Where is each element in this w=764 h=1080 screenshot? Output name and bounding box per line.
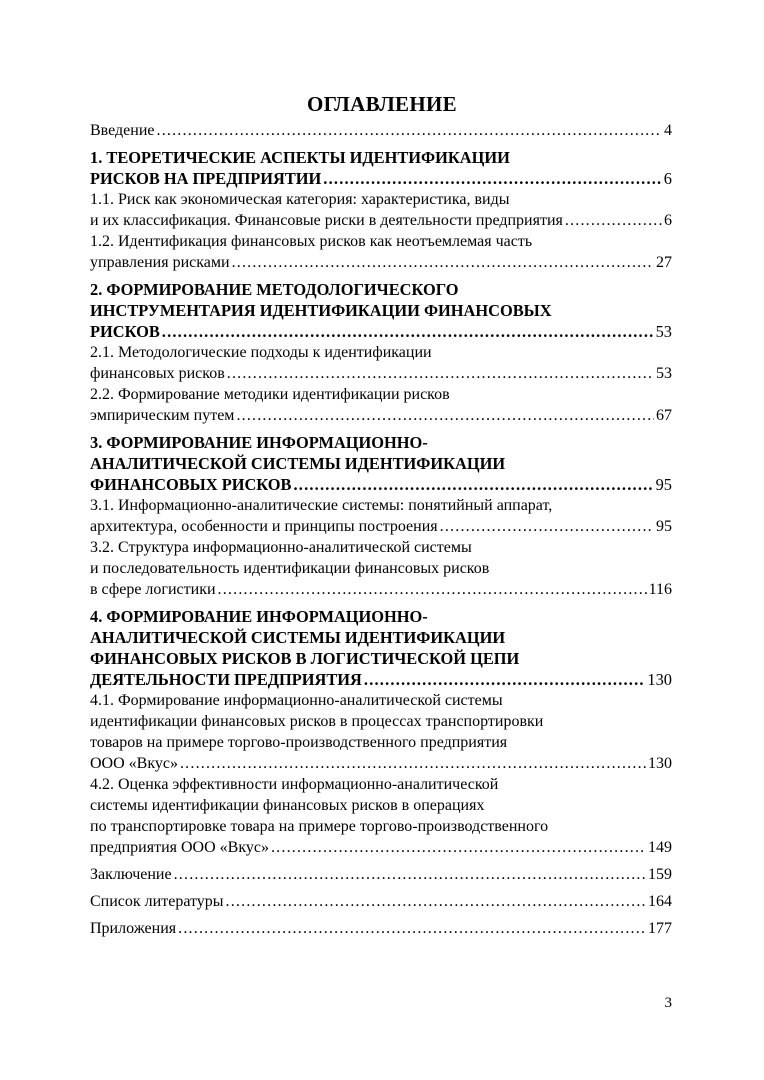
dot-leader bbox=[440, 516, 654, 537]
page-title: ОГЛАВЛЕНИЕ bbox=[307, 92, 457, 116]
toc-page-number: 130 bbox=[647, 670, 672, 689]
dot-leader bbox=[271, 837, 646, 858]
toc-page-number: 53 bbox=[656, 365, 672, 382]
toc-entry-title: ООО «Вкус» bbox=[90, 755, 178, 772]
toc-page-number: 95 bbox=[655, 475, 672, 494]
toc-entry-chapter-3[interactable] bbox=[90, 432, 672, 495]
dot-leader bbox=[323, 168, 662, 189]
dot-leader bbox=[565, 210, 662, 231]
dot-leader bbox=[293, 474, 653, 495]
toc-entry-title: предприятия ООО «Вкус» bbox=[90, 839, 269, 856]
toc-page-number: 6 bbox=[663, 169, 672, 188]
toc-entry-title: АНАЛИТИЧЕСКОЙ СИСТЕМЫ ИДЕНТИФИКАЦИИ bbox=[90, 454, 506, 473]
toc-entry-title: 4. ФОРМИРОВАНИЕ ИНФОРМАЦИОННО- bbox=[90, 607, 428, 626]
toc-entry-title: 1.2. Идентификация финансовых рисков как неотъемлемая часть bbox=[90, 233, 533, 250]
toc-entry-title: РИСКОВ bbox=[90, 322, 160, 341]
dot-leader bbox=[226, 891, 646, 912]
toc-entry-title: РИСКОВ НА ПРЕДПРИЯТИИ bbox=[90, 169, 322, 188]
toc-entry-title: идентификации финансовых рисков в процессах транспортировки bbox=[90, 713, 544, 730]
toc-entry-section-1-1[interactable] bbox=[90, 189, 672, 231]
toc-entry-title: ДЕЯТЕЛЬНОСТИ ПРЕДПРИЯТИЯ bbox=[90, 670, 362, 689]
toc-entry-title: архитектура, особенности и принципы построения bbox=[90, 518, 438, 535]
toc-page-number: 177 bbox=[648, 920, 672, 937]
dot-leader bbox=[174, 864, 646, 885]
toc-entry-title: Приложения bbox=[90, 920, 177, 937]
toc-entry-title: 2.1. Методологические подходы к идентификации bbox=[90, 344, 432, 361]
toc-entry-title: и последовательность идентификации финансовых рисков bbox=[90, 560, 490, 577]
toc-entry-title: 2.2. Формирование методики идентификации рисков bbox=[90, 386, 450, 403]
dot-leader bbox=[236, 405, 654, 426]
toc-page-number: 95 bbox=[656, 518, 672, 535]
toc-page-number: 164 bbox=[648, 893, 672, 910]
toc-entry-section-4-1[interactable] bbox=[90, 690, 672, 774]
toc-page-number: 149 bbox=[648, 839, 672, 856]
toc-entry-conclusion[interactable] bbox=[90, 864, 672, 885]
toc-entry-introduction[interactable] bbox=[90, 120, 672, 141]
toc-entry-title: Введение bbox=[90, 122, 155, 139]
toc-page-number: 53 bbox=[655, 322, 672, 341]
toc-page-number: 6 bbox=[664, 212, 672, 229]
dot-leader bbox=[157, 120, 663, 141]
dot-leader bbox=[162, 321, 654, 342]
toc-entry-title: Список литературы bbox=[90, 893, 224, 910]
table-of-contents bbox=[90, 120, 672, 939]
dot-leader bbox=[178, 918, 646, 939]
page-number: 3 bbox=[664, 995, 672, 1011]
toc-page-number: 67 bbox=[656, 407, 672, 424]
toc-entry-chapter-2[interactable] bbox=[90, 279, 672, 342]
toc-entry-references[interactable] bbox=[90, 891, 672, 912]
toc-entry-title: 3.1. Информационно-аналитические системы: понятийный аппарат, bbox=[90, 497, 553, 514]
toc-page-number: 159 bbox=[648, 866, 672, 883]
dot-leader bbox=[364, 669, 646, 690]
toc-entry-title: 1. ТЕОРЕТИЧЕСКИЕ АСПЕКТЫ ИДЕНТИФИКАЦИИ bbox=[90, 148, 510, 167]
toc-entry-section-2-2[interactable] bbox=[90, 384, 672, 426]
toc-entry-title: 3.2. Структура информационно-аналитической системы bbox=[90, 539, 472, 556]
toc-entry-section-3-1[interactable] bbox=[90, 495, 672, 537]
toc-entry-chapter-1[interactable] bbox=[90, 147, 672, 189]
toc-entry-title: 1.1. Риск как экономическая категория: характеристика, виды bbox=[90, 191, 510, 208]
toc-entry-title: товаров на примере торгово-производственного предприятия bbox=[90, 734, 508, 751]
toc-entry-appendices[interactable] bbox=[90, 918, 672, 939]
toc-entry-title: 2. ФОРМИРОВАНИЕ МЕТОДОЛОГИЧЕСКОГО bbox=[90, 280, 459, 299]
toc-page-number: 130 bbox=[648, 755, 672, 772]
dot-leader bbox=[232, 252, 654, 273]
toc-entry-title: управления рисками bbox=[90, 254, 230, 271]
toc-entry-title: по транспортировке товара на примере торгово-производственного bbox=[90, 818, 549, 835]
toc-entry-section-3-2[interactable] bbox=[90, 537, 672, 600]
toc-entry-title: системы идентификации финансовых рисков в операциях bbox=[90, 797, 485, 814]
toc-entry-title: АНАЛИТИЧЕСКОЙ СИСТЕМЫ ИДЕНТИФИКАЦИИ bbox=[90, 628, 506, 647]
toc-page-number: 4 bbox=[664, 122, 672, 139]
dot-leader bbox=[180, 753, 646, 774]
toc-page-number: 116 bbox=[648, 581, 672, 598]
toc-entry-title: 4.1. Формирование информационно-аналитической системы bbox=[90, 692, 503, 709]
toc-entry-section-1-2[interactable] bbox=[90, 231, 672, 273]
toc-entry-section-4-2[interactable] bbox=[90, 774, 672, 858]
toc-entry-title: Заключение bbox=[90, 866, 172, 883]
dot-leader bbox=[218, 579, 647, 600]
toc-entry-chapter-4[interactable] bbox=[90, 606, 672, 690]
toc-entry-section-2-1[interactable] bbox=[90, 342, 672, 384]
toc-entry-title: ФИНАНСОВЫХ РИСКОВ bbox=[90, 475, 292, 494]
toc-page-number: 27 bbox=[656, 254, 672, 271]
toc-entry-title: 4.2. Оценка эффективности информационно-аналитической bbox=[90, 776, 499, 793]
toc-entry-title: финансовых рисков bbox=[90, 365, 225, 382]
toc-entry-title: и их классификация. Финансовые риски в деятельности предприятия bbox=[90, 212, 563, 229]
toc-entry-title: ИНСТРУМЕНТАРИЯ ИДЕНТИФИКАЦИИ ФИНАНСОВЫХ bbox=[90, 301, 552, 320]
toc-entry-title: 3. ФОРМИРОВАНИЕ ИНФОРМАЦИОННО- bbox=[90, 433, 428, 452]
toc-entry-title: эмпирическим путем bbox=[90, 407, 235, 424]
toc-entry-title: в сфере логистики bbox=[90, 581, 216, 598]
toc-entry-title: ФИНАНСОВЫХ РИСКОВ В ЛОГИСТИЧЕСКОЙ ЦЕПИ bbox=[90, 649, 520, 668]
dot-leader bbox=[227, 363, 654, 384]
